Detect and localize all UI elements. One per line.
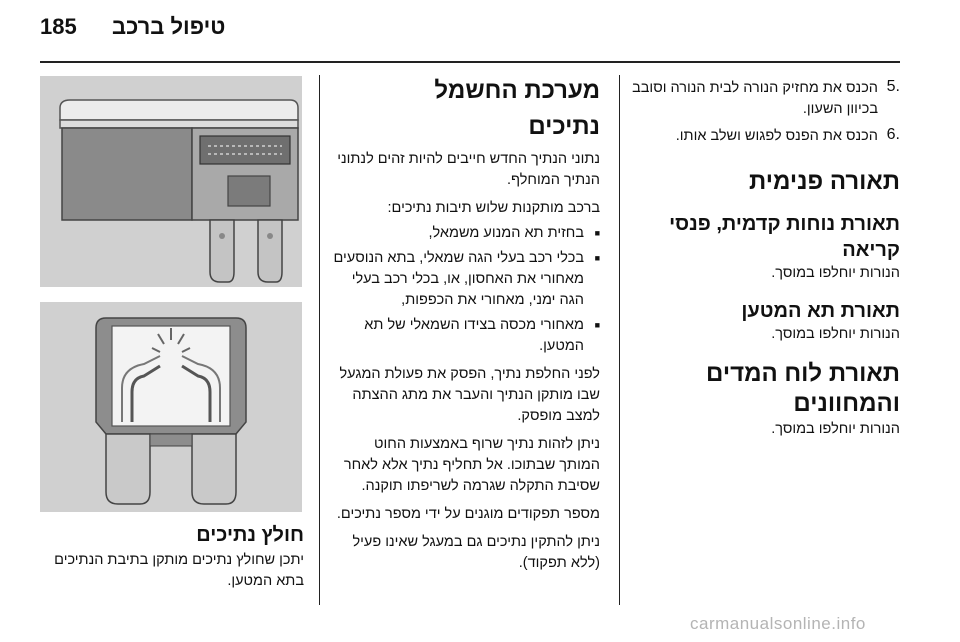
subsection-body: הנורות יוחלפו במוסך.: [771, 265, 900, 281]
step-number: .5: [886, 78, 900, 95]
paragraph: לפני החלפת נתיך, הפסק את פעולת המגעל שבו מותקן הנתיך והעבר את מתג ההצתה למצב מופסק.: [339, 366, 600, 424]
bullet-text: בחזית תא המנוע משמאל,: [428, 225, 584, 241]
bullet-text: מאחורי מכסה בצידו השמאלי של תא המטען.: [364, 317, 584, 354]
paragraph: מספר תפקודים מוגנים על ידי מספר נתיכים.: [336, 506, 600, 522]
subsection-title-fuses: נתיכים: [528, 113, 600, 140]
bullet-text: בכלי רכב בעלי הגה שמאלי, בתא הנוסעים מאחורי את האחסון, או, בכלי רכב בעלי הגה ימני, מאחורי את הכפפות,: [333, 250, 584, 308]
paragraph-list-intro: ברכב מותקנות שלוש תיבות נתיכים:: [387, 200, 600, 216]
caption-title-fuse-extractor: חולץ נתיכים: [196, 524, 304, 546]
bullet-item: [330, 223, 600, 244]
left-column-caption: [40, 522, 304, 592]
bullet-square-icon: ■: [594, 253, 600, 263]
intact-fuse-illustration: [40, 76, 302, 287]
bullet-square-icon: ■: [594, 228, 600, 238]
right-column: [630, 78, 900, 440]
paragraph-intro: נתוני הנתיך החדש חייבים להיות זהים לנתוני הנתיך המוחלף.: [337, 151, 600, 188]
section-title-interior-lighting: תאורה פנימית: [748, 168, 900, 195]
paragraph: ניתן לזהות נתיך שרוף באמצעות החוט המותך שבתוכו. אל תחליף נתיך אלא לאחר שסיבת התקלה שגרמה לשריפתו תוקנה.: [343, 436, 600, 494]
caption-body: יתכן שחולץ נתיכים מותקן בתיבת הנתיכים בתא המטען.: [54, 552, 304, 589]
step-text: הכנס את הפנס לפגוש ושלב אותו.: [675, 128, 878, 144]
subsection-body: הנורות יוחלפו במוסך.: [771, 326, 900, 342]
bullet-item: [330, 248, 600, 311]
blown-fuse-illustration: [40, 302, 302, 512]
subsection-body: הנורות יוחלפו במוסך.: [771, 421, 900, 437]
step-text: הכנס את מחזיק הנורה לבית הנורה וסובב בכיוון השעון.: [632, 80, 878, 117]
fuse-figure-intact: [40, 76, 302, 287]
subsection-title-courtesy-lights: תאורת נוחות קדמית, פנסי קריאה: [669, 213, 900, 261]
watermark: carmanualsonline.info: [690, 614, 866, 633]
column-divider-right: [619, 75, 620, 605]
subsection-title-trunk-light: תאורת תא המטען: [741, 300, 900, 322]
section-title-electrical-system: מערכת החשמל: [434, 77, 600, 104]
step-5: [630, 78, 900, 120]
paragraph: ניתן להתקין נתיכים גם במעגל שאינו פעיל (ללא תפקוד).: [352, 534, 600, 571]
step-6: [630, 126, 900, 147]
page-number: 185: [40, 14, 77, 39]
middle-column: [330, 76, 600, 574]
step-number: .6: [886, 126, 900, 143]
header-rule: [40, 61, 900, 63]
chapter-title: טיפול ברכב: [112, 14, 226, 39]
column-divider-left: [319, 75, 320, 605]
section-title-instrument-lighting: תאורת לוח המדים והמחוונים: [706, 360, 900, 417]
bullet-square-icon: ■: [594, 320, 600, 330]
bullet-item: [330, 315, 600, 357]
fuse-figure-blown: [40, 302, 302, 512]
